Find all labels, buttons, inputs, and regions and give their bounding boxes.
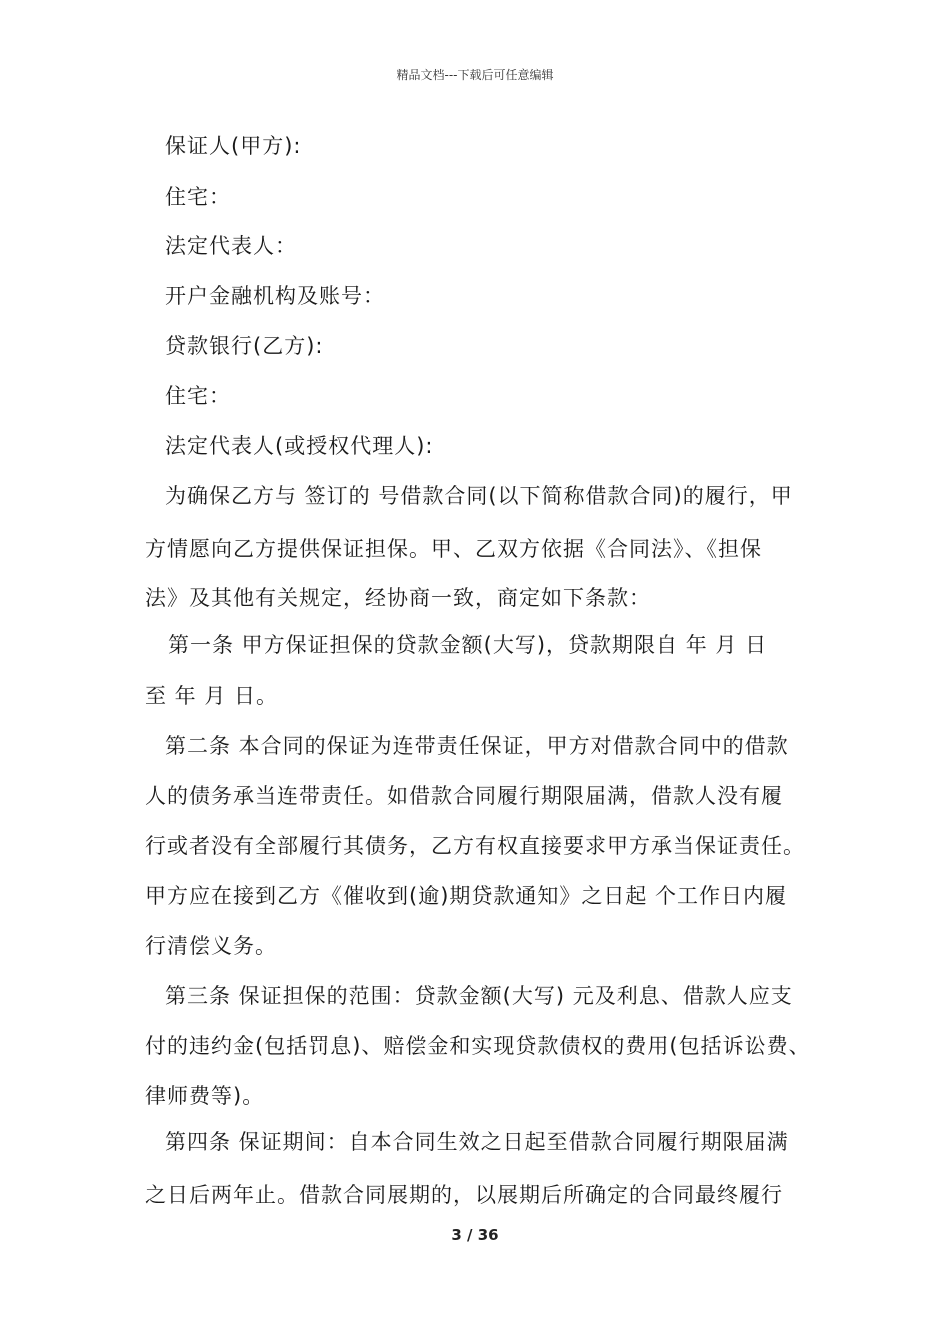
text-line: 贷款银行(乙方):: [165, 334, 324, 358]
text-line: 方情愿向乙方提供保证担保。甲、乙双方依据《合同法》、《担保: [145, 537, 762, 561]
text-line: 住宅：: [165, 185, 231, 209]
text-line: 住宅：: [165, 384, 231, 408]
text-line: 法定代表人：: [165, 234, 297, 258]
text-line: 第二条 本合同的保证为连带责任保证，甲方对借款合同中的借款: [165, 734, 789, 758]
text-line: 甲方应在接到乙方《催收到(逾)期贷款通知》之日起 个工作日内履: [145, 884, 788, 908]
text-line: 为确保乙方与 签订的 号借款合同(以下简称借款合同)的履行，甲: [165, 484, 793, 508]
text-line: 付的违约金(包括罚息)、赔偿金和实现贷款债权的费用(包括诉讼费、: [145, 1034, 811, 1058]
text-line: 至 年 月 日。: [145, 684, 279, 708]
text-line: 第一条 甲方保证担保的贷款金额(大写)，贷款期限自 年 月 日: [168, 633, 768, 657]
text-line: 第四条 保证期间：自本合同生效之日起至借款合同履行期限届满: [165, 1130, 789, 1154]
text-line: 法定代表人(或授权代理人):: [165, 434, 434, 458]
text-line: 行或者没有全部履行其债务，乙方有权直接要求甲方承当保证责任。: [145, 834, 805, 858]
text-line: 法》及其他有关规定，经协商一致，商定如下条款：: [145, 586, 651, 610]
text-line: 保证人(甲方):: [165, 134, 302, 158]
text-line: 行清偿义务。: [145, 934, 277, 958]
text-line: 开户金融机构及账号：: [165, 284, 385, 308]
text-line: 人的债务承当连带责任。如借款合同履行期限届满，借款人没有履: [145, 784, 783, 808]
page-number: 3 / 36: [451, 1226, 499, 1244]
text-line: 第三条 保证担保的范围：贷款金额(大写) 元及利息、借款人应支: [165, 984, 793, 1008]
text-line: 律师费等)。: [145, 1084, 265, 1108]
text-line: 之日后两年止。借款合同展期的，以展期后所确定的合同最终履行: [145, 1183, 783, 1207]
page-header: 精品文档---下载后可任意编辑: [396, 68, 554, 82]
